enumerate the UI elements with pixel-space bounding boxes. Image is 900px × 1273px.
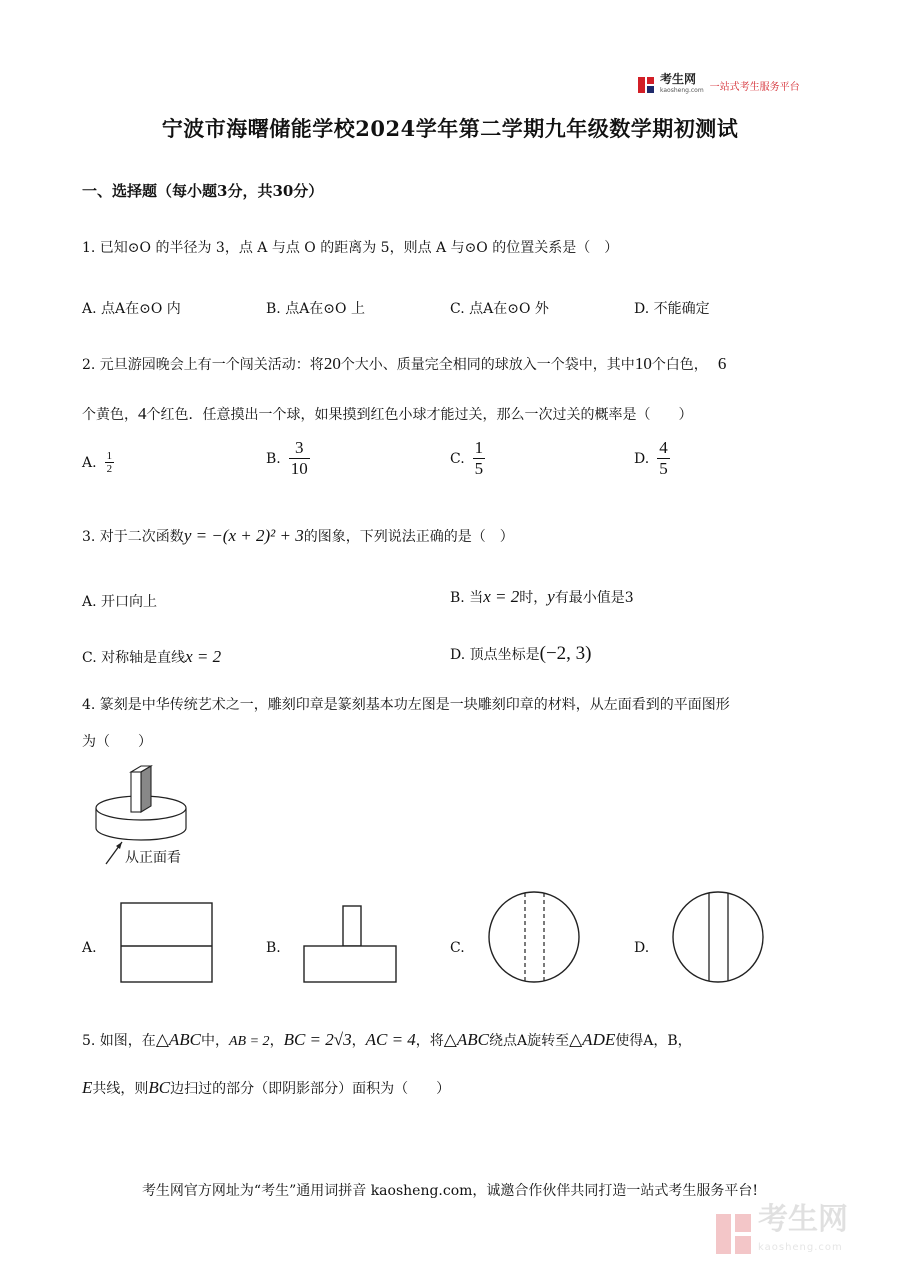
q3-option-c: C. 对称轴是直线x = 2 (82, 647, 222, 666)
q4-option-d-figure (671, 890, 765, 984)
header-logo (638, 74, 800, 96)
q4-option-a-figure (120, 902, 214, 984)
page-title: 宁波市海曙储能学校2024学年第二学期九年级数学期初测试 (161, 116, 739, 141)
q4-option-c-label: C. (450, 940, 465, 956)
q2-option-c: C. $\frac{1}{5}$ (450, 438, 484, 478)
watermark-logo-icon (716, 1214, 752, 1254)
q2-option-d: D. $\frac{4}{5}$ (634, 438, 668, 478)
logo-slogan: 一站式考生服务平台 (709, 81, 800, 93)
question-2-line1: 2. 元旦游园晚会上有一个闯关活动：将20个大小、质量完全相同的球放入一个袋中，其中10个白色， 6 (82, 354, 727, 373)
question-4-line1: 4. 篆刻是中华传统艺术之一，雕刻印章是篆刻基本功左图是一块雕刻印章的材料，从左面看到的平面图形 (82, 697, 730, 713)
question-4-line2: 为（ ） (82, 734, 152, 750)
q4-option-a-label: A. (82, 940, 97, 956)
q3-option-a: A. 开口向上 (82, 594, 158, 610)
question-5-line2: E共线，则BC边扫过的部分（即阴影部分）面积为（ ） (82, 1078, 451, 1097)
q2-option-a: A. $\frac{1}{2}$ (82, 450, 113, 475)
kaosheng-logo-icon (638, 77, 654, 93)
question-3: 3. 对于二次函数y = −(x + 2)² + 3的图象，下列说法正确的是（ ） (82, 526, 514, 545)
q1-option-d: D. 不能确定 (634, 301, 710, 317)
q3-option-d: D. 顶点坐标是(−2, 3) (450, 643, 592, 664)
q2-option-b: B. $\frac{3}{10}$ (266, 438, 308, 478)
q1-option-b: B. 点A在⊙O 上 (266, 301, 365, 317)
section-heading: 一、选择题（每小题3分，共30分） (82, 182, 324, 200)
logo-name: 考生网 kaosheng.com (660, 72, 704, 94)
q1-option-c: C. 点A在⊙O 外 (450, 301, 549, 317)
question-2-line2: 个黄色，4个红色．任意摸出一个球，如果摸到红色小球才能过关，那么一次过关的概率是（ ） (82, 404, 693, 423)
q1-option-a: A. 点A在⊙O 内 (82, 301, 181, 317)
q4-option-b-figure (302, 904, 398, 984)
question-5-line1: 5. 如图，在△ABC中，AB = 2，BC = 2√3，AC = 4，将△ABC绕点A旋转至△ADE使得A，B， (82, 1030, 692, 1049)
q4-option-c-figure (487, 890, 581, 984)
watermark-name: 考生网 kaosheng.com (758, 1202, 848, 1253)
front-view-label: 从正面看 (125, 850, 181, 866)
watermark (716, 1202, 848, 1262)
q4-option-b-label: B. (266, 940, 281, 956)
footer-note: 考生网官方网址为“考生”通用词拼音 kaosheng.com，诚邀合作伙伴共同打造一站式考生服务平台! (141, 1183, 759, 1199)
q4-option-d-label: D. (634, 940, 650, 956)
q3-option-b: B. 当x = 2时，y有最小值是3 (450, 587, 634, 606)
question-1: 1. 已知⊙O 的半径为 3，点 A 与点 O 的距离为 5，则点 A 与⊙O 的位置关系是（ ） (82, 240, 619, 256)
